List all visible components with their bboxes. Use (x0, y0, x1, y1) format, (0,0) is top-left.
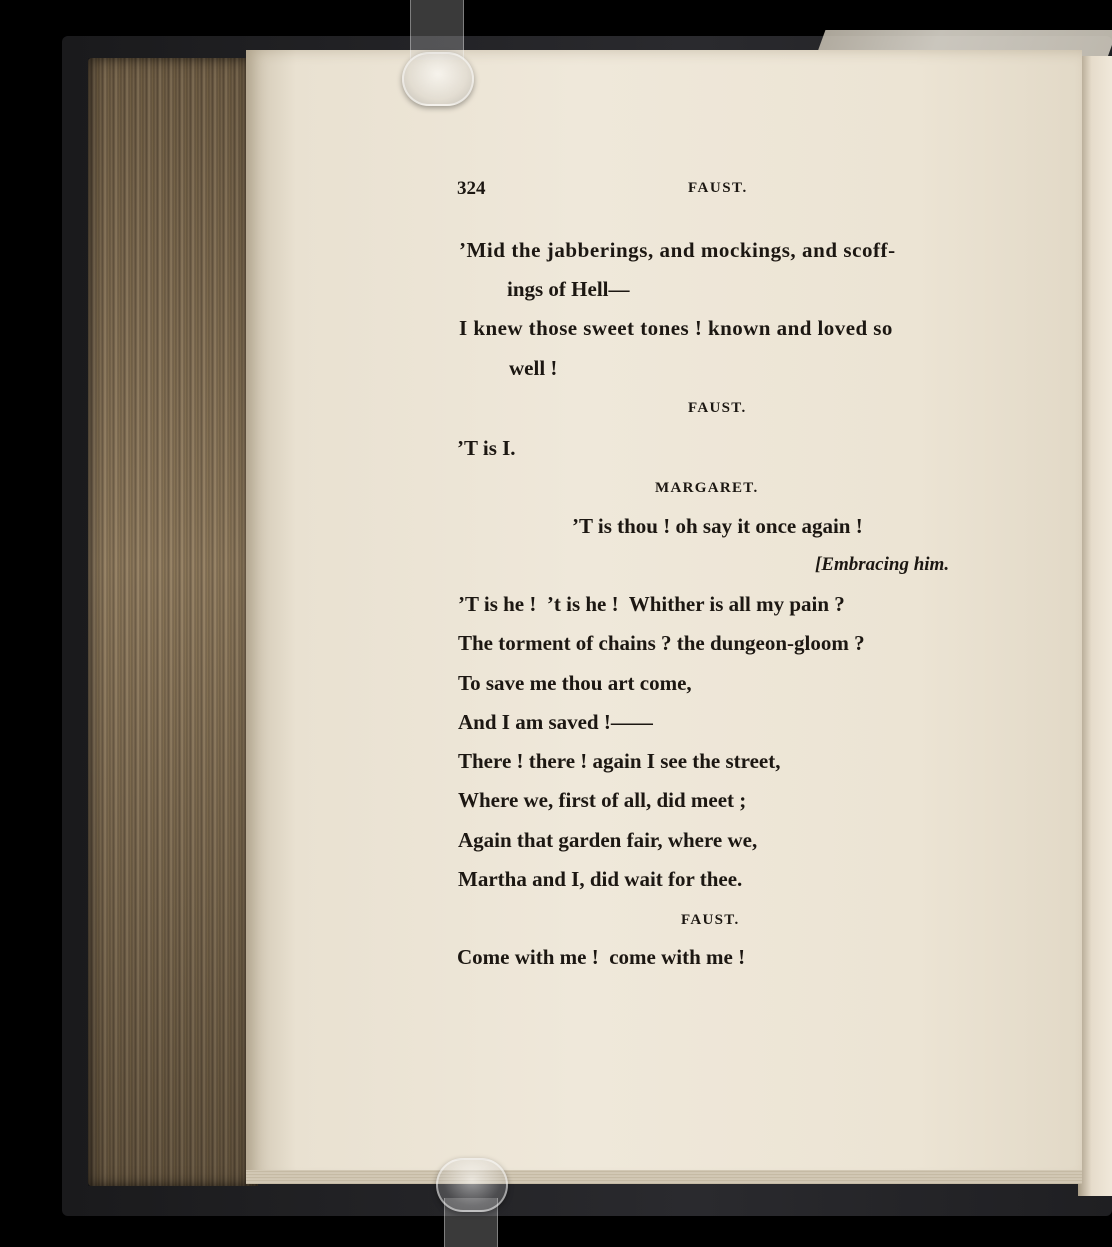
facing-page-edge (1078, 56, 1112, 1196)
page-clip (402, 52, 474, 106)
speaker-name: FAUST. (681, 912, 740, 928)
verse-line: Where we, first of all, did meet ; (458, 788, 747, 812)
page-number: 324 (457, 178, 486, 199)
verse-line: Again that garden fair, where we, (458, 828, 758, 852)
verse-line: Martha and I, did wait for thee. (458, 867, 743, 891)
verse-line: ’Mid the jabberings, and mockings, and scoff- (459, 238, 896, 262)
verse-line: I knew those sweet tones ! known and loved so (459, 316, 893, 340)
stage-direction: [Embracing him. (815, 554, 950, 575)
clip-strap (410, 0, 464, 60)
verse-line: Come with me ! come with me ! (457, 945, 746, 969)
verse-line: ’T is he ! ’t is he ! Whither is all my pain ? (458, 592, 845, 616)
page-clip (436, 1158, 508, 1212)
verse-line: There ! there ! again I see the street, (458, 749, 781, 773)
verse-line: To save me thou art come, (458, 671, 692, 695)
verse-line: And I am saved !—— (458, 710, 653, 734)
verse-line: ’T is thou ! oh say it once again ! (572, 514, 863, 538)
verse-line: ings of Hell— (507, 277, 630, 301)
verse-line: The torment of chains ? the dungeon-gloom ? (458, 631, 865, 655)
running-title: FAUST. (688, 180, 748, 196)
speaker-name: MARGARET. (655, 480, 759, 496)
speaker-name: FAUST. (688, 400, 747, 416)
verse-line: well ! (509, 356, 558, 380)
verse-line: ’T is I. (457, 436, 516, 460)
page-bottom-edge (246, 1170, 1082, 1184)
